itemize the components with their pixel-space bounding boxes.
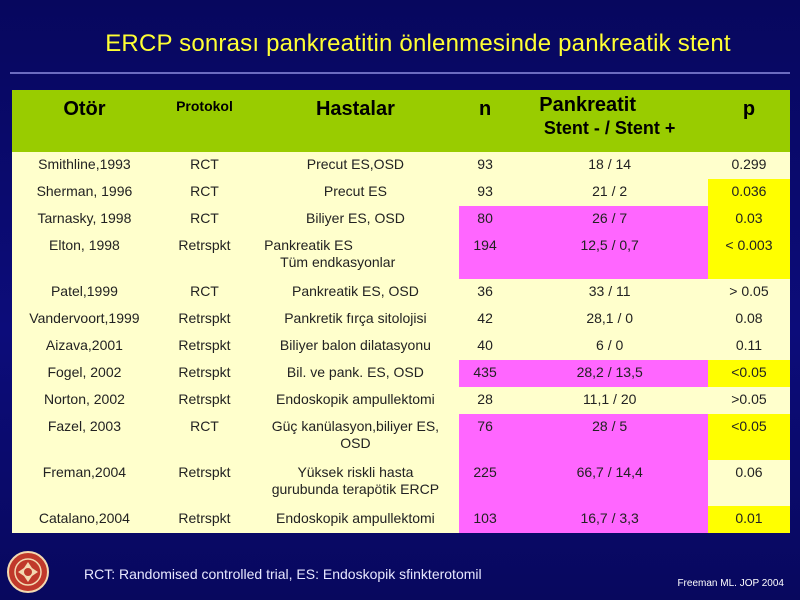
cell-hastalar [252,233,459,279]
cell-n: 28 [459,387,512,414]
cell-pankreatit: 33 / 11 [511,279,708,306]
cell-p: 0.08 [708,306,790,333]
header-p: p [708,90,790,152]
cell-protokol: Retrspkt [157,306,252,333]
cell-p: 0.03 [708,206,790,233]
header-pankreatit-line2: Stent - / Stent + [543,118,676,138]
header-hastalar: Hastalar [252,90,459,152]
cell-otor: Patel,1999 [12,279,157,306]
cell-hastalar-line2: Tüm endkasyonlar [280,254,396,270]
cell-pankreatit: 21 / 2 [511,179,708,206]
cell-p: > 0.05 [708,279,790,306]
cell-n: 36 [459,279,512,306]
cell-protokol: RCT [157,152,252,179]
cell-hastalar-line1: Yüksek riskli hasta [297,464,414,480]
table-row [12,179,790,206]
cell-hastalar-line1: Güç kanülasyon,biliyer ES, [271,418,440,434]
table-row [12,333,790,360]
source-citation: Freeman ML. JOP 2004 [677,578,784,589]
cell-protokol: RCT [157,279,252,306]
cell-p: <0.05 [708,414,790,460]
cell-hastalar: Biliyer balon dilatasyonu [252,333,459,360]
footnote: RCT: Randomised controlled trial, ES: Endoskopik sfinkterotomil [84,566,482,582]
cell-hastalar [252,460,459,506]
header-otor: Otör [12,90,157,152]
cell-hastalar: Pankreatik ES, OSD [252,279,459,306]
cell-p: >0.05 [708,387,790,414]
cell-protokol: Retrspkt [157,233,252,279]
header-n: n [459,90,512,152]
header-protokol: Protokol [157,90,252,152]
cell-protokol: RCT [157,179,252,206]
cell-protokol: RCT [157,206,252,233]
cell-n: 435 [459,360,512,387]
cell-pankreatit: 18 / 14 [511,152,708,179]
cell-hastalar-line2: OSD [340,435,371,451]
table-row [12,460,790,506]
cell-pankreatit: 28 / 5 [511,414,708,460]
cell-otor: Vandervoort,1999 [12,306,157,333]
table-row [12,306,790,333]
table-row [12,387,790,414]
cell-p: <0.05 [708,360,790,387]
cell-pankreatit: 28,2 / 13,5 [511,360,708,387]
cell-hastalar: Biliyer ES, OSD [252,206,459,233]
cell-protokol: Retrspkt [157,333,252,360]
stent-studies-table [12,90,790,533]
cell-hastalar-line2: gurubunda terapötik ERCP [271,481,440,497]
header-pankreatit [511,90,708,152]
slide-title: ERCP sonrası pankreatitin önlenmesinde pankreatik stent [105,30,731,57]
seal-logo-icon [6,550,50,594]
cell-otor: Tarnasky, 1998 [12,206,157,233]
cell-otor: Smithline,1993 [12,152,157,179]
cell-p: 0.06 [708,460,790,506]
cell-p: 0.299 [708,152,790,179]
cell-hastalar [252,414,459,460]
cell-pankreatit: 12,5 / 0,7 [511,233,708,279]
cell-hastalar: Bil. ve pank. ES, OSD [252,360,459,387]
cell-n: 194 [459,233,512,279]
title-divider [10,72,790,74]
cell-p: 0.036 [708,179,790,206]
cell-n: 103 [459,506,512,533]
cell-protokol: Retrspkt [157,506,252,533]
cell-otor: Sherman, 1996 [12,179,157,206]
cell-n: 225 [459,460,512,506]
cell-pankreatit: 28,1 / 0 [511,306,708,333]
cell-pankreatit: 26 / 7 [511,206,708,233]
cell-protokol: RCT [157,414,252,460]
cell-n: 40 [459,333,512,360]
cell-hastalar: Precut ES,OSD [252,152,459,179]
table-row [12,279,790,306]
cell-otor: Fazel, 2003 [12,414,157,460]
table-header-row [12,90,790,152]
table-row [12,206,790,233]
cell-protokol: Retrspkt [157,387,252,414]
cell-otor: Catalano,2004 [12,506,157,533]
cell-hastalar: Pankretik fırça sitolojisi [252,306,459,333]
table-row [12,414,790,460]
header-pankreatit-line1: Pankreatit [539,94,637,116]
cell-n: 93 [459,152,512,179]
cell-hastalar-line1: Pankreatik ES [264,237,353,253]
table-row [12,152,790,179]
cell-pankreatit: 66,7 / 14,4 [511,460,708,506]
cell-pankreatit: 16,7 / 3,3 [511,506,708,533]
cell-pankreatit: 6 / 0 [511,333,708,360]
cell-n: 76 [459,414,512,460]
cell-otor: Norton, 2002 [12,387,157,414]
cell-n: 42 [459,306,512,333]
cell-p: 0.11 [708,333,790,360]
table-row [12,506,790,533]
cell-p: 0.01 [708,506,790,533]
cell-protokol: Retrspkt [157,360,252,387]
cell-n: 93 [459,179,512,206]
cell-otor: Freman,2004 [12,460,157,506]
cell-otor: Fogel, 2002 [12,360,157,387]
table-row [12,360,790,387]
cell-hastalar: Endoskopik ampullektomi [252,506,459,533]
cell-pankreatit: 11,1 / 20 [511,387,708,414]
cell-hastalar: Precut ES [252,179,459,206]
cell-n: 80 [459,206,512,233]
cell-hastalar: Endoskopik ampullektomi [252,387,459,414]
cell-protokol: Retrspkt [157,460,252,506]
table-row [12,233,790,279]
cell-otor: Aizava,2001 [12,333,157,360]
cell-otor: Elton, 1998 [12,233,157,279]
cell-p: < 0.003 [708,233,790,279]
